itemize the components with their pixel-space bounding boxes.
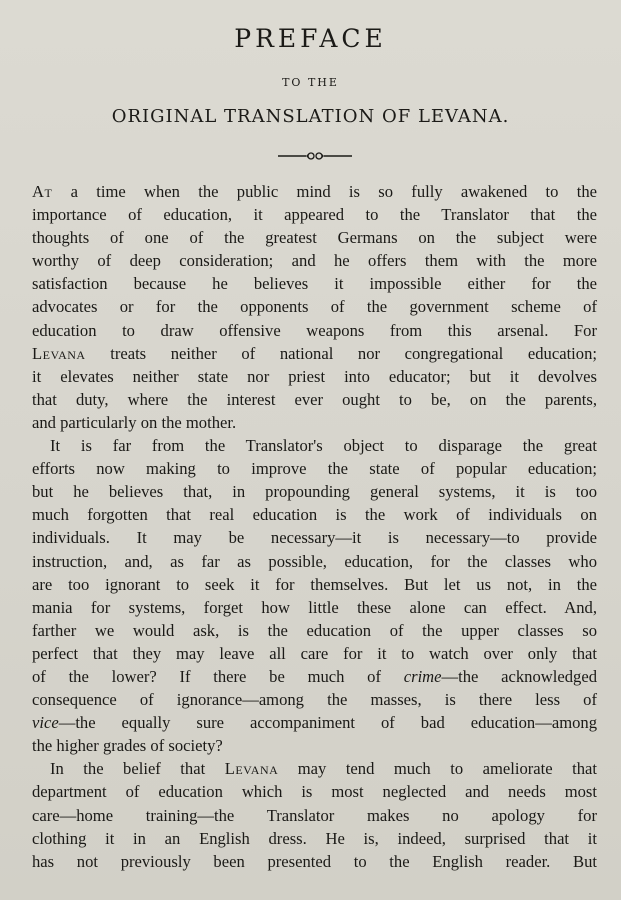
page-subheading: ORIGINAL TRANSLATION OF LEVANA. [111,106,510,127]
text-line: At a time when the public mind is so fully awakened to the [32,182,597,201]
text-line: It is far from the Translator's object to disparage the great [50,436,597,456]
text-line: advocates or for the opponents of the government scheme of [32,297,597,317]
text-line: efforts now making to improve the state of popular education; [32,459,597,479]
text-line: consequence of ignorance—among the masses, is there less of [32,690,597,710]
text-line: satisfaction because he believes it impossible either for the [32,274,597,294]
text-line: are too ignorant to seek it for themselves. But let us not, in the [32,574,597,594]
text-line: but he believes that, in propounding general systems, it is too [32,482,597,502]
text-line: mania for systems, forget how little these alone can effect. And, [32,597,597,617]
text-line: In the belief that Levana may tend much to ameliorate that [50,759,597,779]
text-line: has not previously been presented to the English reader. But [32,851,597,871]
text-line: importance of education, it appeared to the Translator that the [32,205,597,225]
page-subtitle: TO THE [282,76,339,89]
text-line: vice—the equally sure accompaniment of bad education—among [32,713,597,733]
text-line: individuals. It may be necessary—it is necessary—to provide [32,528,597,548]
text-line: it elevates neither state nor priest into educator; but it devolves [32,366,597,386]
text-line: perfect that they may leave all care for it to watch over only that [32,643,597,663]
text-line: education to draw offensive weapons from this arsenal. For [32,320,597,340]
body-text [32,180,597,873]
text-line: instruction, and, as far as possible, education, for the classes who [32,551,597,571]
text-line: care—home training—the Translator makes no apology for [32,805,597,825]
text-line: that duty, where the interest ever ought to be, on the parents, [32,389,597,409]
page-title: PREFACE [234,24,387,53]
text-line: thoughts of one of the greatest Germans on the subject were [32,228,597,248]
text-line: the higher grades of society? [32,736,223,756]
ornament-divider-icon [276,150,354,162]
text-line: much forgotten that real education is the work of individuals on [32,505,597,525]
text-line: department of education which is most neglected and needs most [32,782,597,802]
text-line: worthy of deep consideration; and he offers them with the more [32,251,597,271]
text-line: farther we would ask, is the education of the upper classes so [32,620,597,640]
text-line: of the lower? If there be much of crime—the acknowledged [32,666,597,686]
text-line: Levana treats neither of national nor congregational education; [32,343,597,363]
text-line: and particularly on the mother. [32,412,237,432]
text-line: clothing it in an English dress. He is, indeed, surprised that it [32,828,597,848]
